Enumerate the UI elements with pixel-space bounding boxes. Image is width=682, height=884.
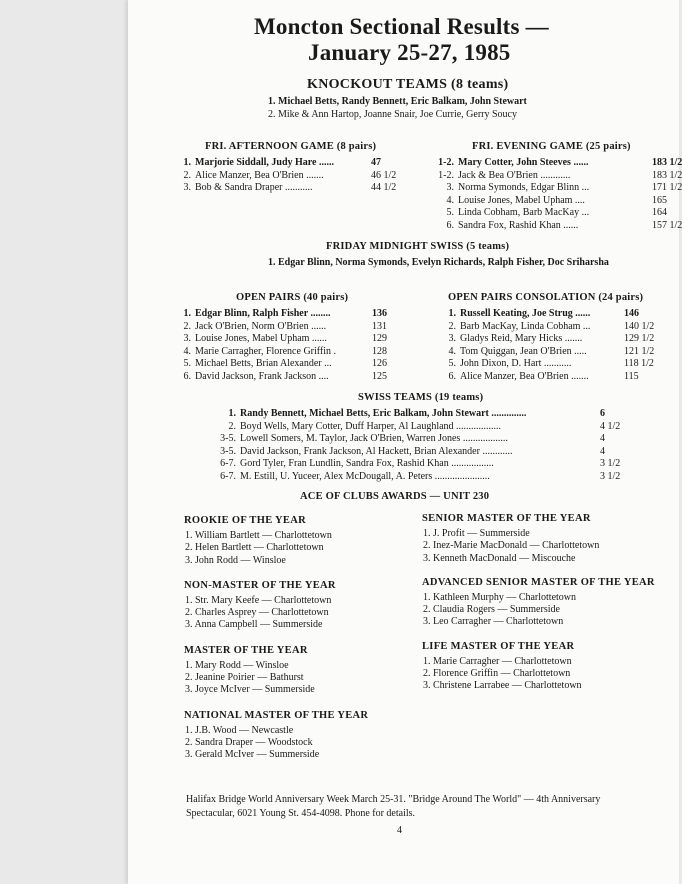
award-block [184,645,419,697]
knockout-row-1: 1. Michael Betts, Randy Bennett, Eric Balkam, John Stewart [268,96,527,107]
row-score: 136 [372,308,387,319]
score-row [181,182,411,195]
award-item: 2. Claudia Rogers — Summerside [423,604,560,616]
consolation-heading: OPEN PAIRS CONSOLATION (24 pairs) [448,292,644,303]
award-block [184,710,419,762]
row-rank: 4. [446,194,454,206]
row-rank: 2. [183,169,191,181]
award-item: 3. Christene Larrabee — Charlottetown [423,680,582,692]
row-names: M. Estill, U. Yuceer, Alex McDougall, A. Peters [240,470,433,482]
score-row [434,182,682,195]
row-names: Marie Carragher, Florence Griffin . [195,345,337,357]
open-pairs-heading: OPEN PAIRS (40 pairs) [236,292,349,303]
score-row [434,169,682,183]
row-names: John Dixon, D. Hart ........... [460,358,572,369]
row-rank: 5. [446,207,454,218]
swiss-teams-list [212,408,632,483]
row-rank: 5. [448,358,456,369]
row-names: Norma Symonds, Edgar Blinn ... [458,182,590,193]
row-rank: 1-2. [438,169,454,181]
row-score: 146 [624,308,639,319]
score-row [446,371,671,384]
row-rank: 6-7. [220,458,236,469]
row-rank: 3. [448,333,456,344]
row-leader-dots: ................. [451,458,494,469]
row-names: Michael Betts, Brian Alexander ... [195,358,332,369]
award-item: 3. Gerald McIver — Summerside [185,749,320,761]
row-rank: 6-7. [220,470,236,482]
row-rank: 2. [448,320,456,332]
swiss-row [212,458,632,471]
award-item: 2. Jeanine Poirier — Bathurst [185,672,304,684]
row-names: Sandra Fox, Rashid Khan ...... [458,219,579,231]
score-row [181,321,421,334]
row-rank: 3. [183,333,191,344]
fri-afternoon-list [181,157,411,195]
award-item: 1. Mary Rodd — Winsloe [185,659,289,671]
row-names: David Jackson, Frank Jackson, Al Hackett, Brian Alexander [240,445,480,457]
award-item: 1. J. Profit — Summerside [423,528,530,539]
row-score: 165 [652,194,667,206]
row-names: Boyd Wells, Mary Cotter, Duff Harper, Al Laughland [240,420,454,432]
swiss-row [212,421,632,434]
row-names: Mary Cotter, John Steeves ...... [458,157,589,168]
row-score: 164 [652,207,667,218]
midnight-swiss-heading: FRIDAY MIDNIGHT SWISS (5 teams) [326,241,510,252]
award-item: 2. Inez-Marie MacDonald — Charlottetown [423,540,600,552]
score-row [181,346,421,359]
row-leader-dots: ...................... [434,470,490,482]
award-block [422,577,672,629]
row-score: 129 [372,333,387,344]
score-row [434,157,682,170]
award-block [184,580,419,632]
award-title: MASTER OF THE YEAR [184,644,308,656]
row-rank: 1. [448,308,456,319]
score-row [446,308,671,321]
award-item: 3. Kenneth MacDonald — Miscouche [423,552,576,564]
award-block [184,515,419,567]
award-title: ROOKIE OF THE YEAR [184,515,306,526]
score-row [446,346,671,359]
award-item: 3. Leo Carragher — Charlottetown [423,616,564,628]
row-leader-dots: .................. [456,420,502,432]
award-item: 1. J.B. Wood — Newcastle [185,724,294,736]
score-row [434,219,682,233]
row-score: 131 [372,320,387,332]
row-score: 183 1/2 [652,157,682,168]
award-title: NATIONAL MASTER OF THE YEAR [184,709,369,721]
award-title: LIFE MASTER OF THE YEAR [422,640,575,652]
row-rank: 1. [228,408,236,419]
page-number: 4 [397,825,402,836]
row-names: Lowell Somers, M. Taylor, Jack O'Brien, Warren Jones [240,433,461,444]
row-score: 128 [372,345,387,357]
row-names: Linda Cobham, Barb MacKay ... [458,207,590,218]
row-rank: 3. [183,182,191,193]
row-score: 6 [600,408,605,419]
open-pairs-list [181,308,421,383]
row-names: Louise Jones, Mabel Upham ...... [195,333,327,344]
row-rank: 3. [446,182,454,193]
award-item: 3. Anna Campbell — Summerside [185,619,323,631]
row-score: 183 1/2 [652,169,682,181]
score-row [446,321,671,334]
fri-evening-heading: FRI. EVENING GAME (25 pairs) [472,141,631,152]
row-names: Tom Quiggan, Jean O'Brien ..... [460,345,587,357]
swiss-row [212,471,632,484]
document-page [128,0,682,884]
award-item: 2. Florence Griffin — Charlottetown [423,668,571,680]
award-item: 1. Kathleen Murphy — Charlottetown [423,591,577,603]
swiss-row [212,446,632,459]
row-rank: 6. [446,219,454,231]
row-names: David Jackson, Frank Jackson .... [195,370,329,382]
awards-right-column [422,513,672,693]
score-row [181,371,421,384]
award-item: 3. Joyce McIver — Summerside [185,684,315,696]
award-block [422,641,672,693]
row-score: 171 1/2 [652,182,682,193]
row-names: Gord Tyler, Fran Lundlin, Sandra Fox, Rashid Khan [240,458,449,469]
award-title: ADVANCED SENIOR MASTER OF THE YEAR [422,576,655,588]
swiss-row [212,408,632,421]
row-names: Alice Manzer, Bea O'Brien ....... [460,370,589,382]
award-item: 2. Sandra Draper — Woodstock [185,736,313,748]
score-row [181,170,411,183]
footer-line-2: Spectacular, 6021 Young St. 454-4098. Phone for details. [186,808,416,819]
row-names: Jack & Bea O'Brien ............ [458,169,571,181]
row-rank: 6. [183,370,191,382]
row-rank: 5. [183,358,191,369]
row-names: Randy Bennett, Michael Betts, Eric Balkam, John Stewart [240,408,489,419]
footer-line-1: Halifax Bridge World Anniversary Week March 25-31. "Bridge Around The World" — 4th Anniversary [186,794,601,805]
row-leader-dots: .............. [491,408,527,419]
award-item: 1. Marie Carragher — Charlottetown [423,655,572,667]
row-score: 118 1/2 [624,358,654,369]
row-rank: 4. [448,345,456,357]
award-item: 3. John Rodd — Winsloe [185,554,286,566]
title-line-2: January 25-27, 1985 [308,40,511,65]
row-rank: 2. [183,320,191,332]
score-row [446,333,671,346]
row-score: 4 [600,445,605,457]
row-score: 3 1/2 [600,470,621,482]
row-names: Marjorie Siddall, Judy Hare ...... [195,157,334,168]
row-names: Edgar Blinn, Ralph Fisher ........ [195,308,331,319]
knockout-heading: KNOCKOUT TEAMS (8 teams) [307,77,509,92]
row-score: 129 1/2 [624,333,655,344]
score-row [434,195,674,208]
title-line-1: Moncton Sectional Results — [254,14,549,39]
award-title: NON-MASTER OF THE YEAR [184,579,336,591]
midnight-swiss-row: 1. Edgar Blinn, Norma Symonds, Evelyn Richards, Ralph Fisher, Doc Sriharsha [268,257,609,268]
row-leader-dots: ............ [482,445,513,457]
row-rank: 3-5. [220,445,236,457]
ace-of-clubs-heading: ACE OF CLUBS AWARDS — UNIT 230 [300,491,490,502]
score-row [181,333,421,346]
award-item: 1. William Bartlett — Charlottetown [185,530,332,541]
row-names: Bob & Sandra Draper ........... [195,182,313,193]
row-rank: 2. [228,420,236,432]
row-score: 47 [371,157,381,168]
row-rank: 4. [183,345,191,357]
consolation-list [446,308,671,383]
score-row [181,157,411,170]
row-score: 44 1/2 [371,182,397,193]
row-leader-dots: .................. [462,433,508,444]
row-score: 140 1/2 [624,320,655,332]
award-title: SENIOR MASTER OF THE YEAR [422,513,591,524]
award-block [422,513,672,565]
row-rank: 6. [448,370,456,382]
row-names: Jack O'Brien, Norm O'Brien ...... [195,320,327,332]
row-rank: 1-2. [438,157,454,168]
knockout-row-2: 2. Mike & Ann Hartop, Joanne Snair, Joe Currie, Gerry Soucy [268,109,517,120]
row-score: 157 1/2 [652,219,682,231]
row-score: 4 1/2 [600,420,621,432]
row-rank: 1. [183,157,191,168]
fri-evening-list [434,157,682,232]
row-names: Louise Jones, Mabel Upham .... [458,194,585,206]
score-row [181,358,421,371]
row-score: 125 [372,370,387,382]
row-names: Russell Keating, Joe Strug ...... [460,308,591,319]
row-rank: 3-5. [220,433,236,444]
row-score: 115 [624,370,639,382]
score-row [434,207,674,220]
award-item: 2. Charles Asprey — Charlottetown [185,607,329,619]
award-item: 2. Helen Bartlett — Charlottetown [185,542,324,554]
swiss-row [212,433,632,446]
row-rank: 1. [183,308,191,319]
score-row [446,358,671,371]
fri-afternoon-heading: FRI. AFTERNOON GAME (8 pairs) [205,141,377,152]
row-score: 126 [372,358,387,369]
score-row [181,308,421,321]
row-names: Barb MacKay, Linda Cobham ... [460,320,591,332]
row-names: Alice Manzer, Bea O'Brien ....... [195,169,324,181]
row-score: 121 1/2 [624,345,655,357]
row-names: Gladys Reid, Mary Hicks ....... [460,333,583,344]
row-score: 46 1/2 [371,169,397,181]
row-score: 4 [600,433,605,444]
row-score: 3 1/2 [600,458,621,469]
award-item: 1. Str. Mary Keefe — Charlottetown [185,594,332,606]
swiss-teams-heading: SWISS TEAMS (19 teams) [358,392,484,403]
awards-left-column [184,515,419,762]
